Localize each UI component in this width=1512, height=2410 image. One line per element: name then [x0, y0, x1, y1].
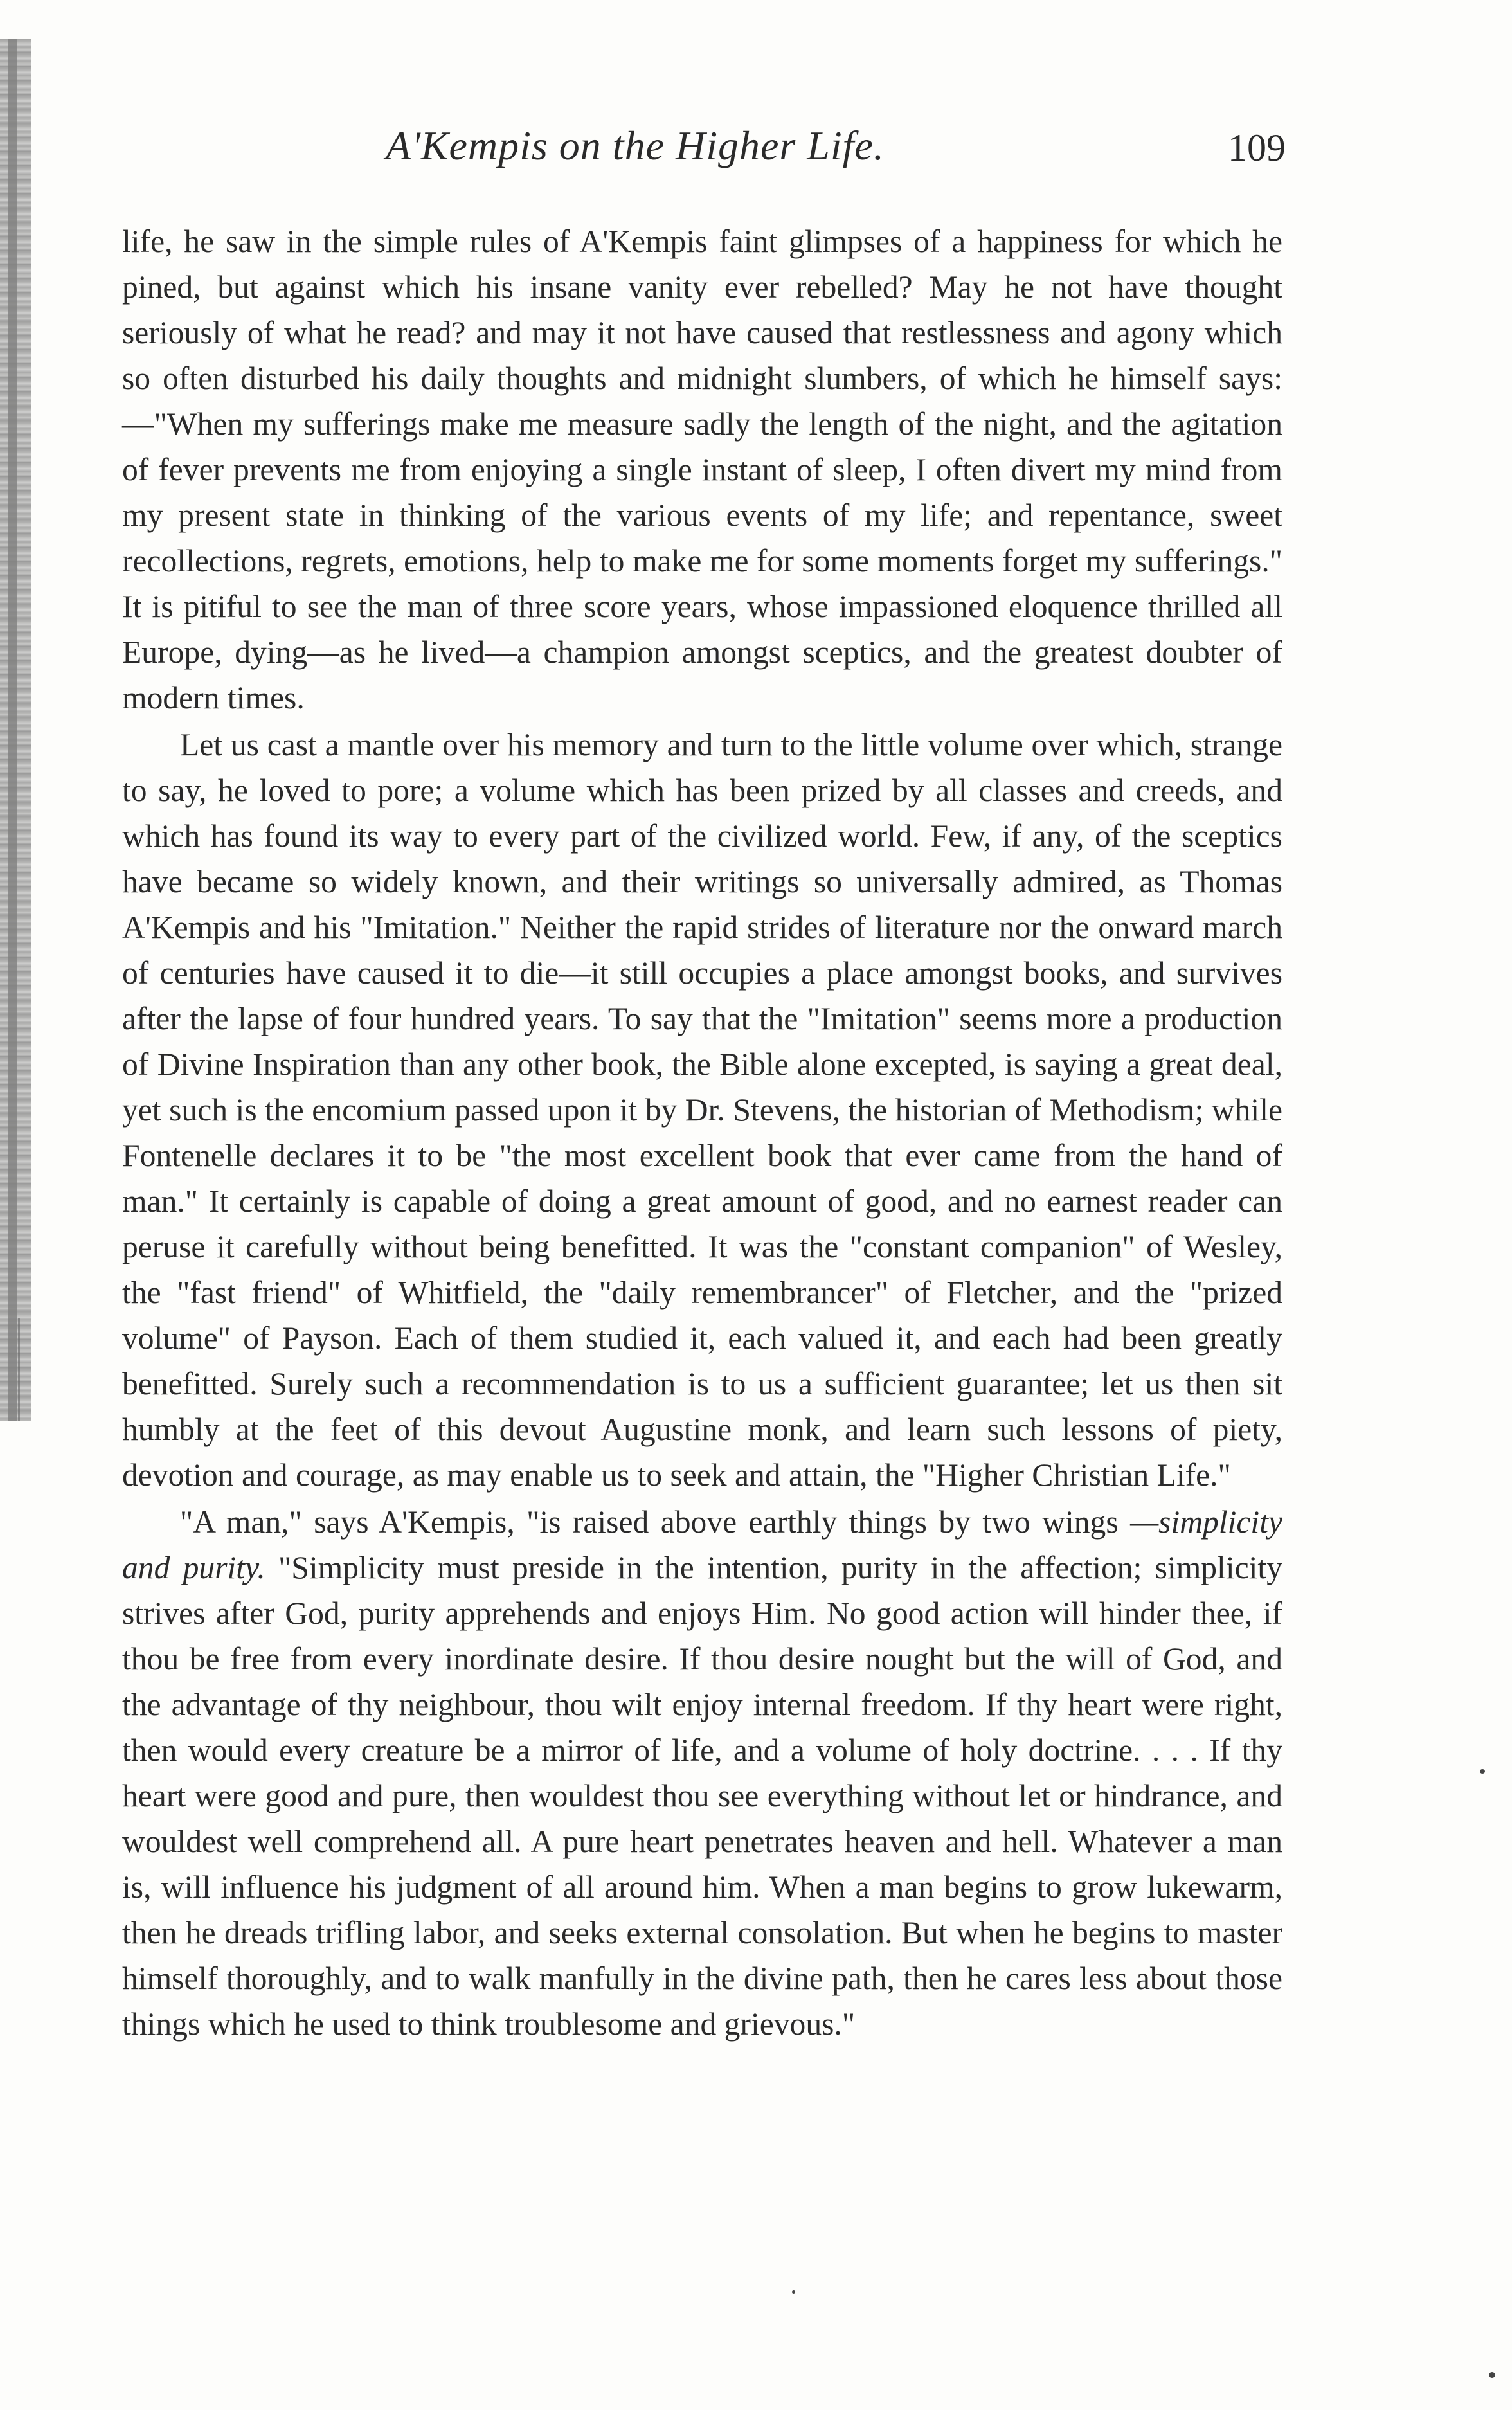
quote-rest: "Simplicity must preside in the intention, purity in the affection; simplicity strives after God, purity apprehends and enjoys Him. No good action will hinder thee, if thou be free from every inordinate desire. If thou desire nought but the will of God, and the advantage of thy neighbour, thou wilt enjoy internal freedom. If thy heart were right, then would every creature be a mirror of life, and a volume of holy doctrine. . . . If thy heart were good and pure, then wouldest thou see everything without let or hindrance, and wouldest well comprehend all. A pure heart penetrates heaven and hell. Whatever a man is, will influence his judgment of all around him. When a man begins to grow lukewarm, then he dreads trifling labor, and seeks external consolation. But when he begins to master himself thoroughly, and to walk manfully in the divine path, then he cares less about those things which he used to think troublesome and grievous."	[122, 1550, 1282, 2042]
margin-mark	[18, 1318, 20, 1421]
paragraph-mantle: Let us cast a mantle over his memory and turn to the little volume over which, strange to say, he loved to pore; a volume which has been prized by all classes and creeds, and which has found its way to every part of the civilized world. Few, if any, of the sceptics have became so widely known, and their writings so universally admired, as Thomas A'Kempis and his "Imitation." Neither the rapid strides of literature nor the onward march of centuries have caused it to die—it still occupies a place amongst books, and survives after the lapse of four hundred years. To say that the "Imitation" seems more a production of Divine Inspiration than any other book, the Bible alone excepted, is saying a great deal, yet such is the encomium passed upon it by Dr. Stevens, the historian of Methodism; while Fontenelle declares it to be "the most excellent book that ever came from the hand of man." It certainly is capable of doing a great amount of good, and no earnest reader can peruse it carefully without being benefitted. It was the "constant companion" of Wesley, the "fast friend" of Whitfield, the "daily remembrancer" of Fletcher, and the "prized volume" of Payson. Each of them studied it, each valued it, and each had been greatly benefitted. Surely such a recommendation is to us a sufficient guarantee; let us then sit humbly at the feet of this devout Augustine monk, and learn such lessons of piety, devotion and courage, as may enable us to seek and attain, the "Higher Christian Life."	[122, 727, 1282, 1493]
page-number: 109	[1228, 127, 1286, 169]
body-text	[122, 219, 1282, 2047]
page-header	[386, 122, 1286, 193]
quote-emphasis: —simplicity and purity.	[122, 1504, 1282, 1585]
paragraph-continued: life, he saw in the simple rules of A'Kempis faint glimpses of a happiness for which he pined, but against which his insane vanity ever rebelled? May he not have thought seriously of what he read? and may it not have caused that restlessness and agony which so often disturbed his daily thoughts and midnight slumbers, of which he himself says:—"When my sufferings make me measure sadly the length of the night, and the agitation of fever prevents me from enjoying a single instant of sleep, I often divert my mind from my present state in thinking of the various events of my life; and repentance, sweet recollections, regrets, emotions, help to make me for some moments forget my sufferings." It is pitiful to see the man of three score years, whose impassioned eloquence thrilled all Europe, dying—as he lived—a champion amongst sceptics, and the greatest doubter of modern times.	[122, 224, 1282, 715]
running-title: A'Kempis on the Higher Life.	[386, 123, 885, 168]
ink-speck	[1489, 2372, 1495, 2378]
page-binding-edge	[0, 39, 31, 1421]
paragraph-quotation	[122, 1499, 1282, 2047]
ink-speck	[1480, 1769, 1485, 1774]
quote-opening: "A man," says A'Kempis, "is raised above earthly things by two wings	[180, 1504, 1131, 1540]
ink-speck	[792, 2290, 795, 2294]
